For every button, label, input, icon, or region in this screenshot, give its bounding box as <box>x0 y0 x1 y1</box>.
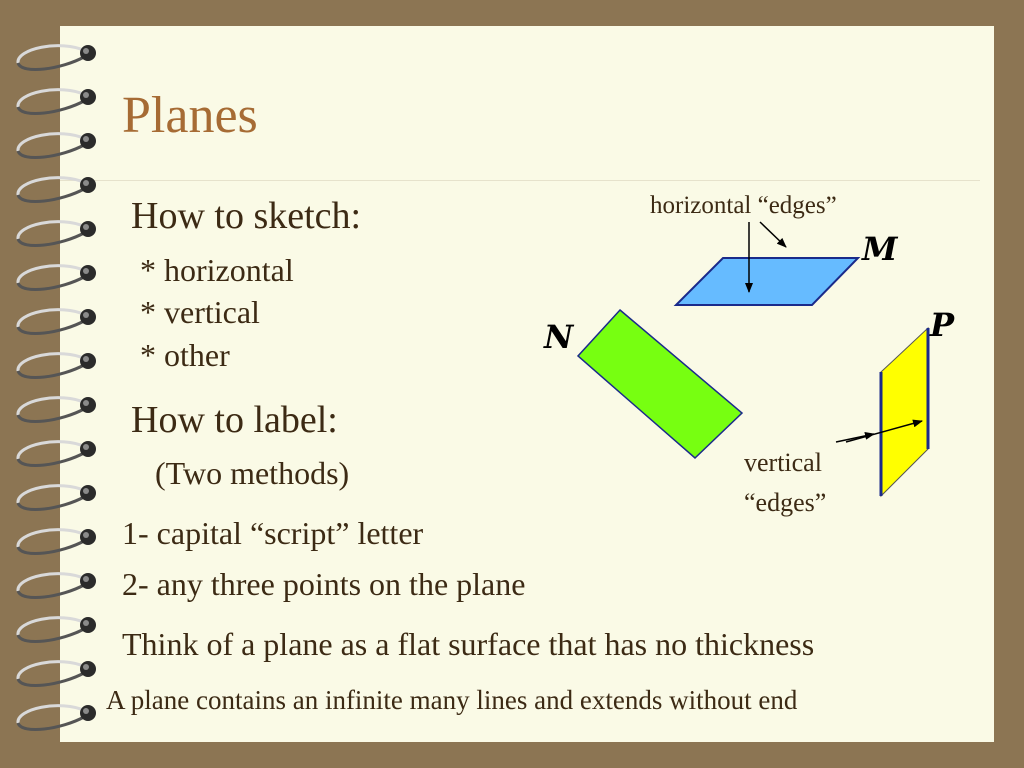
note-flat-surface: Think of a plane as a flat surface that has no thickness <box>122 626 815 662</box>
slide-title: Planes <box>122 87 258 144</box>
plane-label-n: N <box>544 318 574 356</box>
method-three-points: 2- any three points on the plane <box>122 566 526 602</box>
sketch-heading: How to sketch: <box>131 195 362 237</box>
label-heading: How to label: <box>131 399 338 441</box>
method-script-letter: 1- capital “script” letter <box>122 515 424 551</box>
horizontal-plane-m <box>676 258 858 305</box>
label-methods-note: (Two methods) <box>155 455 350 491</box>
vertical-plane-p <box>881 328 928 496</box>
tilted-plane-n <box>578 310 742 458</box>
plane-label-m: M <box>862 230 898 268</box>
plane-label-p: P <box>930 306 955 344</box>
sketch-item-horizontal: * horizontal <box>140 252 294 288</box>
vertical-edges-label-line2: “edges” <box>744 488 827 517</box>
sketch-item-vertical: * vertical <box>140 294 260 330</box>
horizontal-edges-label: horizontal “edges” <box>650 192 837 219</box>
vertical-edges-label: vertical <box>744 448 822 477</box>
sketch-item-other: * other <box>140 337 230 373</box>
note-infinite-lines: A plane contains an infinite many lines and extends without end <box>106 685 798 715</box>
arrow-horizontal-edge-diagonal <box>760 222 786 247</box>
